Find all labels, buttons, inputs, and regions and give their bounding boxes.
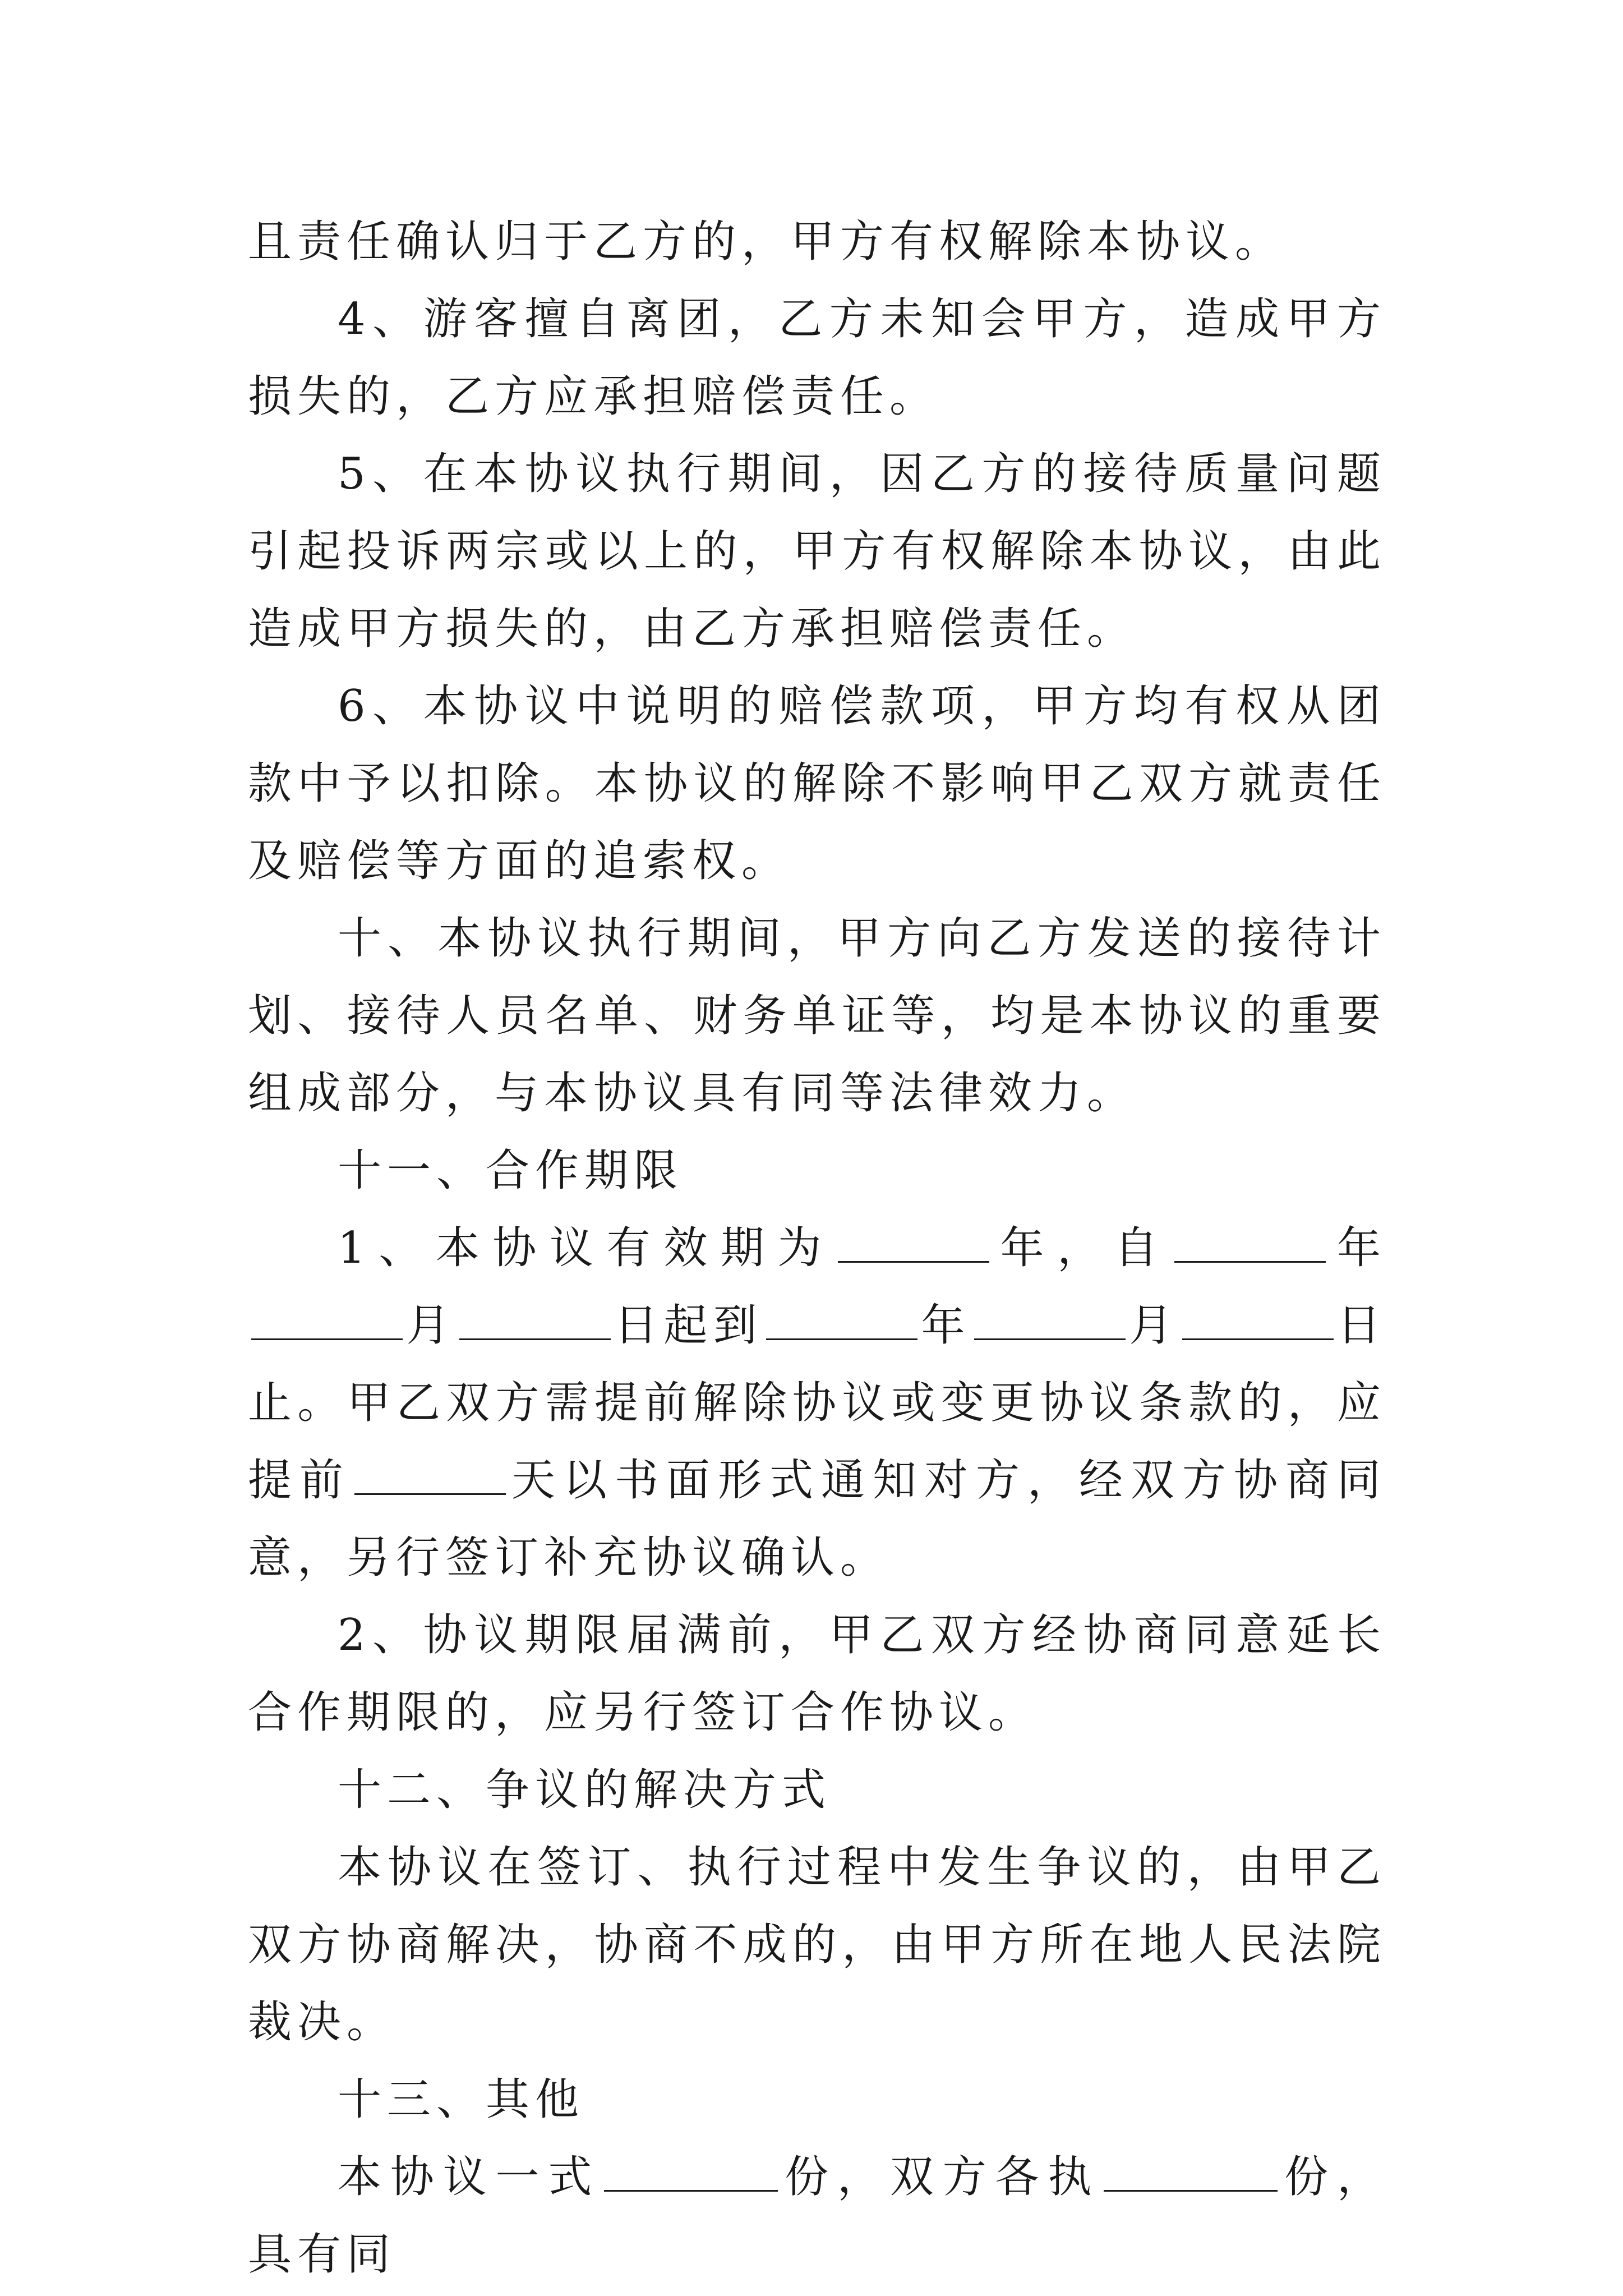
paragraph-section-10: 十、本协议执行期间，甲方向乙方发送的接待计划、接待人员名单、财务单证等，均是本协议的重要组成部分，与本协议具有同等法律效力。 xyxy=(248,913,1386,1119)
paragraph-dispute-resolution: 本协议在签订、执行过程中发生争议的，由甲乙双方协商解决，协商不成的，由甲方所在地人民法院裁决。 xyxy=(248,1842,1386,2047)
paragraph-copies xyxy=(248,2138,1386,2293)
document-body xyxy=(248,203,1386,2293)
term-text-8: 日止。甲乙双方需提前解除协议或变更协议条款的，应提前 xyxy=(248,1300,1386,1506)
term-text-3: 年 xyxy=(1329,1223,1386,1273)
paragraph-clause-6: 6、本协议中说明的赔偿款项，甲方均有权从团款中予以扣除。本协议的解除不影响甲乙双方就责任及赔偿等方面的追索权。 xyxy=(248,681,1386,886)
copies-text-1: 本协议一式 xyxy=(338,2152,601,2202)
copies-text-2: 份，双方各执 xyxy=(781,2152,1101,2202)
blank-notice-days xyxy=(354,1493,506,1495)
term-text-4: 月 xyxy=(406,1300,456,1351)
paragraph-liability-clause-end: 且责任确认归于乙方的，甲方有权解除本协议。 xyxy=(248,217,1285,267)
blank-end-month xyxy=(974,1338,1126,1340)
blank-total-copies xyxy=(604,2189,778,2192)
paragraph-term-clause-2: 2、协议期限届满前，甲乙双方经协商同意延长合作期限的，应另行签订合作协议。 xyxy=(248,1610,1386,1738)
term-text-5: 日起到 xyxy=(614,1300,763,1351)
paragraph-term-clause-1 xyxy=(248,1209,1386,1596)
heading-section-13: 十三、其他 xyxy=(338,2074,585,2125)
blank-start-month xyxy=(251,1338,403,1340)
term-text-9: 天以书面形式通知对方，经双方协商同意，另行签订补充协议确认。 xyxy=(248,1455,1386,1583)
term-text-6: 年 xyxy=(921,1300,971,1351)
term-text-1: 1、本协议有效期为 xyxy=(338,1223,834,1273)
copies-text-3: 份，具有同 xyxy=(248,2152,1386,2280)
term-text-7: 月 xyxy=(1128,1300,1179,1351)
heading-section-12: 十二、争议的解决方式 xyxy=(338,1765,832,1815)
paragraph-clause-4: 4、游客擅自离团，乙方未知会甲方，造成甲方损失的，乙方应承担赔偿责任。 xyxy=(248,294,1386,422)
blank-copies-each xyxy=(1104,2189,1278,2192)
blank-end-year xyxy=(766,1338,917,1340)
blank-start-year xyxy=(1174,1260,1326,1263)
heading-section-11: 十一、合作期限 xyxy=(338,1145,684,1196)
paragraph-clause-5: 5、在本协议执行期间，因乙方的接待质量问题引起投诉两宗或以上的，甲方有权解除本协议，由此造成甲方损失的，由乙方承担赔偿责任。 xyxy=(248,449,1386,654)
blank-term-years xyxy=(838,1260,989,1263)
blank-start-day xyxy=(459,1338,611,1340)
term-text-2: 年，自 xyxy=(992,1223,1172,1273)
blank-end-day xyxy=(1182,1338,1334,1340)
